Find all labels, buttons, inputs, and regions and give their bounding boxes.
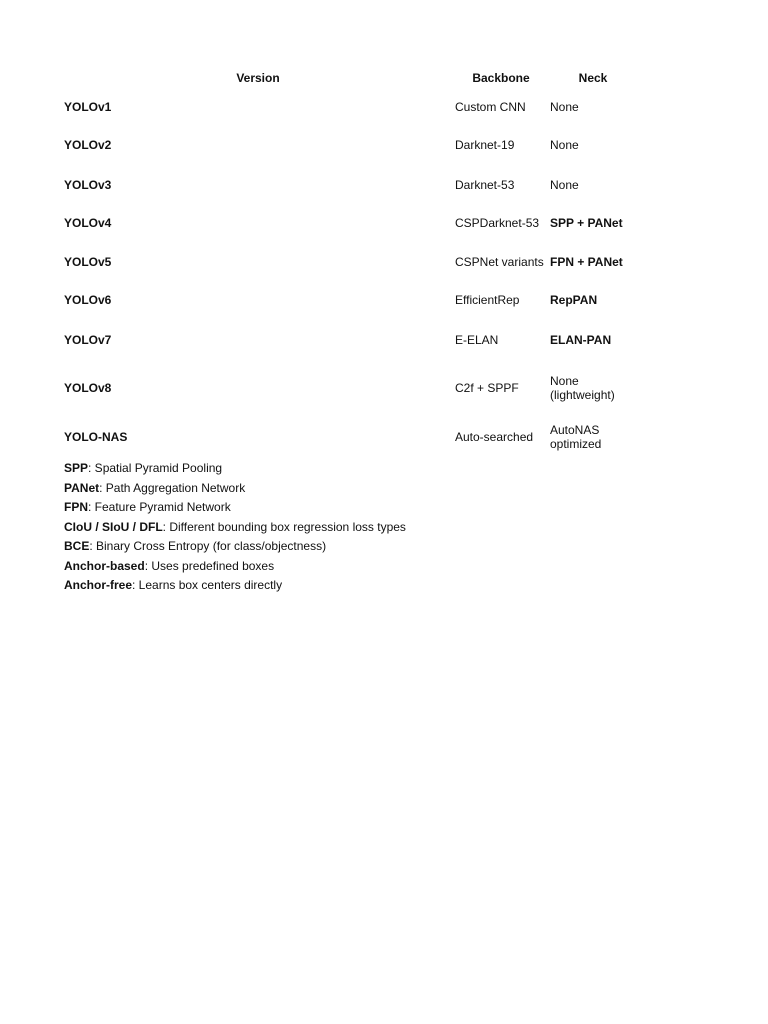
legend-term: FPN (64, 500, 88, 514)
neck-line: None (550, 374, 579, 388)
legend-item (64, 557, 704, 577)
legend-item (64, 479, 704, 499)
header-neck: Neck (578, 71, 608, 85)
neck-cell (550, 374, 640, 402)
backbone-cell: E-ELAN (455, 333, 499, 347)
neck-cell: ELAN-PAN (550, 333, 612, 347)
legend-definition: : Uses predefined boxes (144, 558, 275, 573)
neck-cell: FPN + PANet (550, 255, 623, 269)
version-cell: YOLOv3 (64, 178, 112, 192)
neck-line: AutoNAS (550, 423, 600, 437)
neck-line: optimized (550, 437, 602, 451)
neck-cell: SPP + PANet (550, 216, 623, 230)
backbone-cell: CSPDarknet-53 (455, 216, 540, 230)
version-cell: YOLOv6 (64, 293, 112, 307)
legend-definition: : Spatial Pyramid Pooling (88, 461, 223, 475)
legend-definition: : Binary Cross Entropy (for class/objectness) (89, 539, 327, 553)
neck-cell: None (550, 138, 579, 152)
version-cell: YOLOv5 (64, 255, 112, 269)
legend-term: SPP (64, 461, 89, 475)
legend-definition: : Feature Pyramid Network (88, 500, 231, 514)
legend-item (64, 459, 704, 479)
version-cell: YOLOv1 (64, 100, 112, 114)
legend-item (64, 518, 704, 538)
legend-item (64, 576, 704, 596)
legend-term: BCE (64, 539, 90, 553)
legend-term: PANet (64, 480, 100, 495)
legend-item (64, 498, 704, 518)
backbone-cell: C2f + SPPF (455, 381, 519, 395)
legend-term: CIoU / SIoU / DFL (64, 519, 163, 534)
legend-definition: : Learns box centers directly (132, 578, 283, 592)
legend-definition: : Path Aggregation Network (99, 480, 246, 495)
backbone-cell: EfficientRep (455, 293, 520, 307)
version-cell: YOLOv2 (64, 138, 112, 152)
backbone-cell: Darknet-53 (455, 178, 515, 192)
header-version: Version (236, 71, 280, 85)
header-backbone: Backbone (472, 71, 530, 85)
version-cell: YOLOv8 (64, 381, 112, 395)
backbone-cell: Custom CNN (455, 100, 526, 114)
version-cell: YOLO-NAS (64, 430, 128, 444)
backbone-cell: Darknet-19 (455, 138, 515, 152)
neck-cell (550, 423, 640, 451)
legend-item (64, 537, 704, 557)
version-cell: YOLOv7 (64, 333, 112, 347)
neck-cell: None (550, 178, 579, 192)
legend-term: Anchor-free (64, 578, 133, 592)
legend-term: Anchor-based (64, 558, 145, 573)
neck-line: (lightweight) (550, 388, 615, 402)
neck-cell: None (550, 100, 579, 114)
neck-cell: RepPAN (550, 293, 598, 307)
version-cell: YOLOv4 (64, 216, 112, 230)
abbreviation-legend (64, 459, 704, 596)
backbone-cell: CSPNet variants (455, 255, 544, 269)
legend-definition: : Different bounding box regression loss types (162, 519, 406, 534)
backbone-cell: Auto-searched (455, 430, 534, 444)
